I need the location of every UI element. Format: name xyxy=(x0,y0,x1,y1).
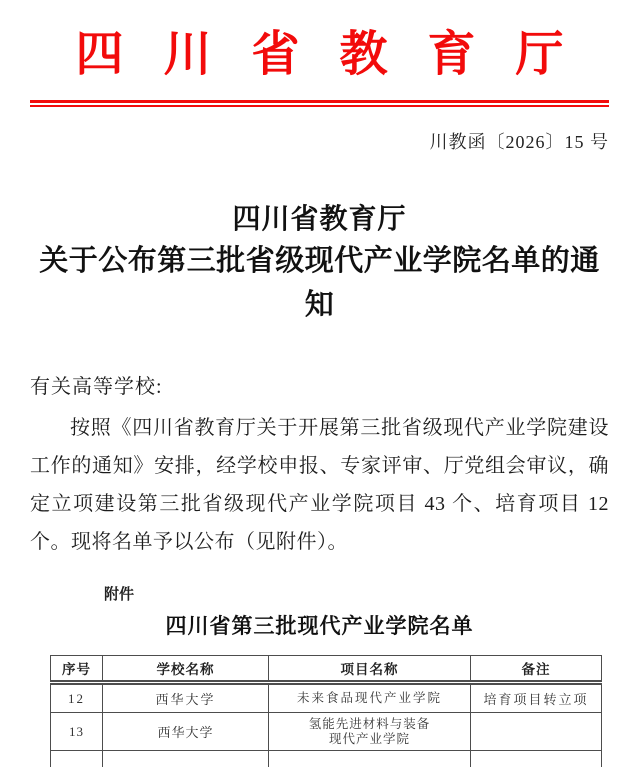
cell-project: 氢能先进材料与装备 现代产业学院 xyxy=(269,713,471,751)
cell-school: 西华大学 xyxy=(103,683,269,713)
document-number: 川教函〔2026〕15 号 xyxy=(30,131,609,153)
red-separator-line xyxy=(30,100,609,107)
attachment-label: 附件 xyxy=(104,583,609,604)
cell-project: 未来食品现代产业学院 xyxy=(269,683,471,713)
document-title-line1: 四川省教育厅 xyxy=(30,201,609,239)
header-cell-project: 项目名称 xyxy=(269,656,471,683)
document-page xyxy=(0,26,639,742)
table-row xyxy=(51,683,602,713)
header-cell-note: 备注 xyxy=(471,656,602,683)
salutation: 有关高等学校: xyxy=(30,371,609,403)
roster-table xyxy=(50,655,602,767)
attachment-table-title: 四川省第三批现代产业学院名单 xyxy=(30,610,609,640)
cell-no: 12 xyxy=(51,683,103,713)
table-header-row xyxy=(51,656,602,683)
cell-note xyxy=(471,713,602,751)
body-paragraph: 按照《四川省教育厅关于开展第三批省级现代产业学院建设工作的通知》安排，经学校申报、专家评审、厅党组会审议，确定立项建设第三批省级现代产业学院项目 43 个、培育项目 12 个。现将名单予以公布（见附件）。 xyxy=(30,409,609,561)
document-title-line2: 关于公布第三批省级现代产业学院名单的通知 xyxy=(30,239,609,327)
cell-no: 13 xyxy=(51,713,103,751)
cell-school: 西华大学 xyxy=(103,713,269,751)
document-title xyxy=(30,201,609,327)
cell-note: 培育项目转立项 xyxy=(471,683,602,713)
agency-name: 四川省教育厅 xyxy=(30,26,609,84)
table-row xyxy=(51,713,602,751)
header-cell-no: 序号 xyxy=(51,656,103,683)
header-cell-school: 学校名称 xyxy=(103,656,269,683)
table-row-partial xyxy=(51,751,602,767)
